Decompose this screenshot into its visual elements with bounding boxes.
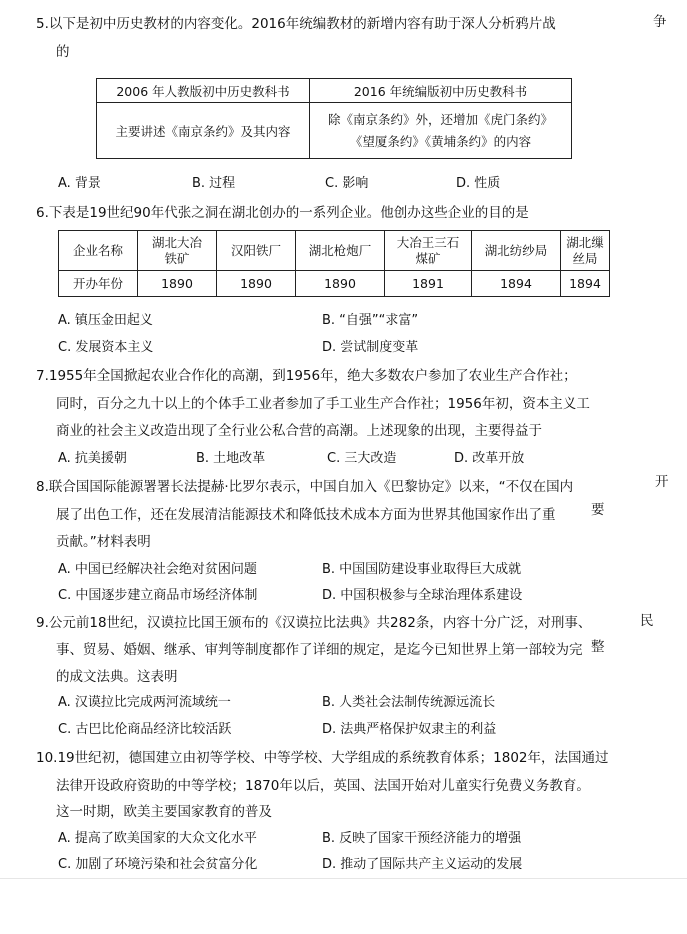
q10-stem-line-2: 法律开设政府资助的中等学校；1870年以后，英国、法国开始对儿童实行免费义务教育。 xyxy=(56,778,590,794)
q6-table-year-1: 1890 xyxy=(138,271,217,297)
q9-option-a[interactable]: A. 汉谟拉比完成两河流域统一 xyxy=(58,695,231,710)
q6-name-4-line-2: 煤矿 xyxy=(415,250,441,266)
q10-option-d[interactable]: D. 推动了国际共产主义运动的发展 xyxy=(322,857,523,872)
q5-table-cell-2006: 主要讲述《南京条约》及其内容 xyxy=(97,103,310,159)
q8-overflow-char-2: 要 xyxy=(591,502,605,518)
q9-stem-line-1: 9.公元前18世纪，汉谟拉比国王颁布的《汉谟拉比法典》共282条，内容十分广泛，对刑事、 xyxy=(36,615,592,631)
q5-option-a[interactable]: A. 背景 xyxy=(58,176,101,191)
q6-table-name-3: 湖北枪炮厂 xyxy=(296,231,385,271)
q7-stem-line-3: 商业的社会主义改造出现了全行业公私合营的高潮。上述现象的出现，主要得益于 xyxy=(56,423,542,439)
q6-option-a[interactable]: A. 镇压金田起义 xyxy=(58,313,153,328)
q9-option-b[interactable]: B. 人类社会法制传统源远流长 xyxy=(322,695,496,710)
q7-option-c[interactable]: C. 三大改造 xyxy=(327,451,397,466)
q5-table-header-2016: 2016 年统编版初中历史教科书 xyxy=(310,79,572,103)
page-bottom-divider xyxy=(0,878,687,879)
q5-table xyxy=(96,78,572,159)
q7-option-a[interactable]: A. 抗美援朝 xyxy=(58,451,127,466)
q8-option-d[interactable]: D. 中国积极参与全球治理体系建设 xyxy=(322,588,523,603)
q6-table-year-3: 1890 xyxy=(296,271,385,297)
q9-option-c[interactable]: C. 古巴比伦商品经济比较活跃 xyxy=(58,722,232,737)
q6-table-header-name: 企业名称 xyxy=(59,231,138,271)
q7-stem-line-1: 7.1955年全国掀起农业合作化的高潮，到1956年，绝大多数农户参加了农业生产合作社； xyxy=(36,368,577,384)
q6-option-c[interactable]: C. 发展资本主义 xyxy=(58,340,154,355)
q6-table-name-2: 汉阳铁厂 xyxy=(217,231,296,271)
q5-table-cell-2016-line-1: 除《南京条约》外，还增加《虎门条约》 xyxy=(327,111,553,127)
q8-stem-line-2: 展了出色工作，还在发展清洁能源技术和降低技术成本方面为世界其他国家作出了重 xyxy=(56,507,556,523)
q9-overflow-char-2: 整 xyxy=(591,639,605,655)
q8-stem-line-3: 贡献。”材料表明 xyxy=(56,534,151,550)
q10-option-c[interactable]: C. 加剧了环境污染和社会贫富分化 xyxy=(58,857,258,872)
q10-stem-line-1: 10.19世纪初，德国建立由初等学校、中等学校、大学组成的系统教育体系；1802年，法国通过 xyxy=(36,750,609,766)
q6-name-1-line-2: 铁矿 xyxy=(164,250,190,266)
q5-table-cell-2016-line-2: 《望厦条约》《黄埔条约》的内容 xyxy=(349,133,532,149)
q8-stem-line-1: 8.联合国国际能源署署长法提赫·比罗尔表示，中国自加入《巴黎协定》以来，“不仅在国内 xyxy=(36,479,574,495)
q6-table-year-6: 1894 xyxy=(561,271,610,297)
q6-table-year-2: 1890 xyxy=(217,271,296,297)
q9-option-d[interactable]: D. 法典严格保护奴隶主的利益 xyxy=(322,722,497,737)
q9-overflow-char-1: 民 xyxy=(640,613,654,629)
q6-option-b[interactable]: B. “自强”“求富” xyxy=(322,313,419,328)
q6-table-name-5: 湖北纺纱局 xyxy=(472,231,561,271)
q8-option-c[interactable]: C. 中国逐步建立商品市场经济体制 xyxy=(58,588,258,603)
q6-table-name-4 xyxy=(385,231,472,271)
q7-option-b[interactable]: B. 土地改革 xyxy=(196,451,266,466)
q6-stem: 6.下表是19世纪90年代张之洞在湖北创办的一系列企业。他创办这些企业的目的是 xyxy=(36,205,529,221)
q6-table-name-6: 湖北缫丝局 xyxy=(561,231,610,271)
q6-table-year-5: 1894 xyxy=(472,271,561,297)
q8-option-b[interactable]: B. 中国国防建设事业取得巨大成就 xyxy=(322,562,522,577)
q6-table-name-1 xyxy=(138,231,217,271)
q6-option-d[interactable]: D. 尝试制度变革 xyxy=(322,340,419,355)
q5-option-b[interactable]: B. 过程 xyxy=(192,176,236,191)
q6-table xyxy=(58,230,610,297)
q8-overflow-char-1: 开 xyxy=(655,474,669,490)
q6-table-year-4: 1891 xyxy=(385,271,472,297)
q5-option-d[interactable]: D. 性质 xyxy=(456,176,501,191)
q10-option-b[interactable]: B. 反映了国家干预经济能力的增强 xyxy=(322,831,522,846)
q7-stem-line-2: 同时，百分之九十以上的个体手工业者参加了手工业生产合作社；1956年初，资本主义工 xyxy=(56,396,590,412)
q5-table-cell-2016 xyxy=(310,103,572,159)
q5-option-c[interactable]: C. 影响 xyxy=(325,176,369,191)
q5-stem-line-2: 的 xyxy=(56,44,70,60)
q10-stem-line-3: 这一时期，欧美主要国家教育的普及 xyxy=(56,804,272,820)
q7-option-d[interactable]: D. 改革开放 xyxy=(454,451,525,466)
q6-name-4-line-1: 大冶王三石 xyxy=(396,234,460,250)
q5-stem-overflow-char: 争 xyxy=(653,14,667,30)
q6-table-header-year: 开办年份 xyxy=(59,271,138,297)
q9-stem-line-3: 的成文法典。这表明 xyxy=(56,669,178,685)
q5-stem-line-1: 5.以下是初中历史教材的内容变化。2016年统编教材的新增内容有助于深人分析鸦片战 xyxy=(36,16,556,32)
q10-option-a[interactable]: A. 提高了欧美国家的大众文化水平 xyxy=(58,831,257,846)
q6-name-1-line-1: 湖北大冶 xyxy=(151,234,202,250)
q5-table-header-2006: 2006 年人教版初中历史教科书 xyxy=(97,79,310,103)
q8-option-a[interactable]: A. 中国已经解决社会绝对贫困问题 xyxy=(58,562,257,577)
q9-stem-line-2: 事、贸易、婚姻、继承、审判等制度都作了详细的规定，是迄今已知世界上第一部较为完 xyxy=(56,642,583,658)
